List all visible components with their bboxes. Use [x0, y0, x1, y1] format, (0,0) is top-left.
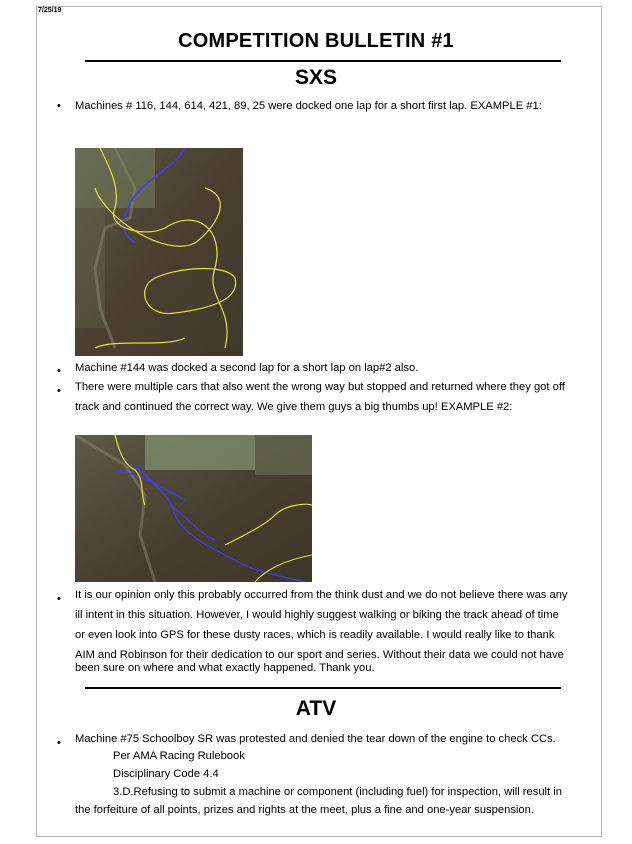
atv-rule-line-1: 3.D.Refusing to submit a machine or component (including fuel) for inspection, will result in: [113, 786, 562, 798]
atv-rule-line-2: the forfeiture of all points, prizes and rights at the meet, plus a fine and one-year suspension.: [75, 804, 534, 816]
bullet-dot: •: [57, 385, 61, 397]
sxs-bullet-4-line-4: AIM and Robinson for their dedication to our sport and series. Without their data we could not have: [75, 649, 564, 661]
bullet-dot: •: [57, 737, 61, 749]
sxs-bullet-2: Machine #144 was docked a second lap for a short lap on lap#2 also.: [75, 362, 419, 374]
bullet-dot: •: [57, 100, 61, 112]
sxs-bullet-4-line-5: been sure on where and what exactly happened. Thank you.: [75, 662, 375, 674]
bullet-dot: •: [57, 365, 61, 377]
sxs-bullet-3-line-2: track and continued the correct way. We give them guys a big thumbs up! EXAMPLE #2:: [75, 401, 513, 413]
sxs-bullet-3-line-1: There were multiple cars that also went the wrong way but stopped and returned where they got off: [75, 381, 565, 393]
sxs-bullet-1: Machines # 116, 144, 614, 421, 89, 25 were docked one lap for a short first lap. EXAMPLE #1:: [75, 100, 542, 112]
bullet-dot: •: [57, 593, 61, 605]
divider-atv: [85, 687, 561, 689]
example-1-map-image: [75, 148, 243, 356]
sxs-bullet-4-line-1: It is our opinion only this probably occurred from the think dust and we do not believe there was any: [75, 589, 568, 601]
bulletin-date: 7/25/19: [38, 7, 62, 14]
bulletin-title: COMPETITION BULLETIN #1: [178, 30, 454, 52]
atv-bullet-1: Machine #75 Schoolboy SR was protested and denied the tear down of the engine to check CCs.: [75, 733, 556, 745]
atv-rule-source: Per AMA Racing Rulebook: [113, 750, 245, 762]
section-heading-sxs: SXS: [294, 66, 338, 89]
example-2-map-image: [75, 435, 312, 582]
sxs-bullet-4-line-3: or even look into GPS for these dusty races, which is readily available. I would really like to thank: [75, 629, 555, 641]
sxs-bullet-4-line-2: ill intent in this situation. However, I would highly suggest walking or biking the track ahead of time: [75, 609, 559, 621]
atv-disciplinary-code: Disciplinary Code 4.4: [113, 768, 219, 780]
section-heading-atv: ATV: [295, 697, 337, 720]
example-1-map-graphic: [75, 148, 243, 356]
divider-sxs: [85, 60, 561, 62]
example-2-map-graphic: [75, 435, 312, 582]
